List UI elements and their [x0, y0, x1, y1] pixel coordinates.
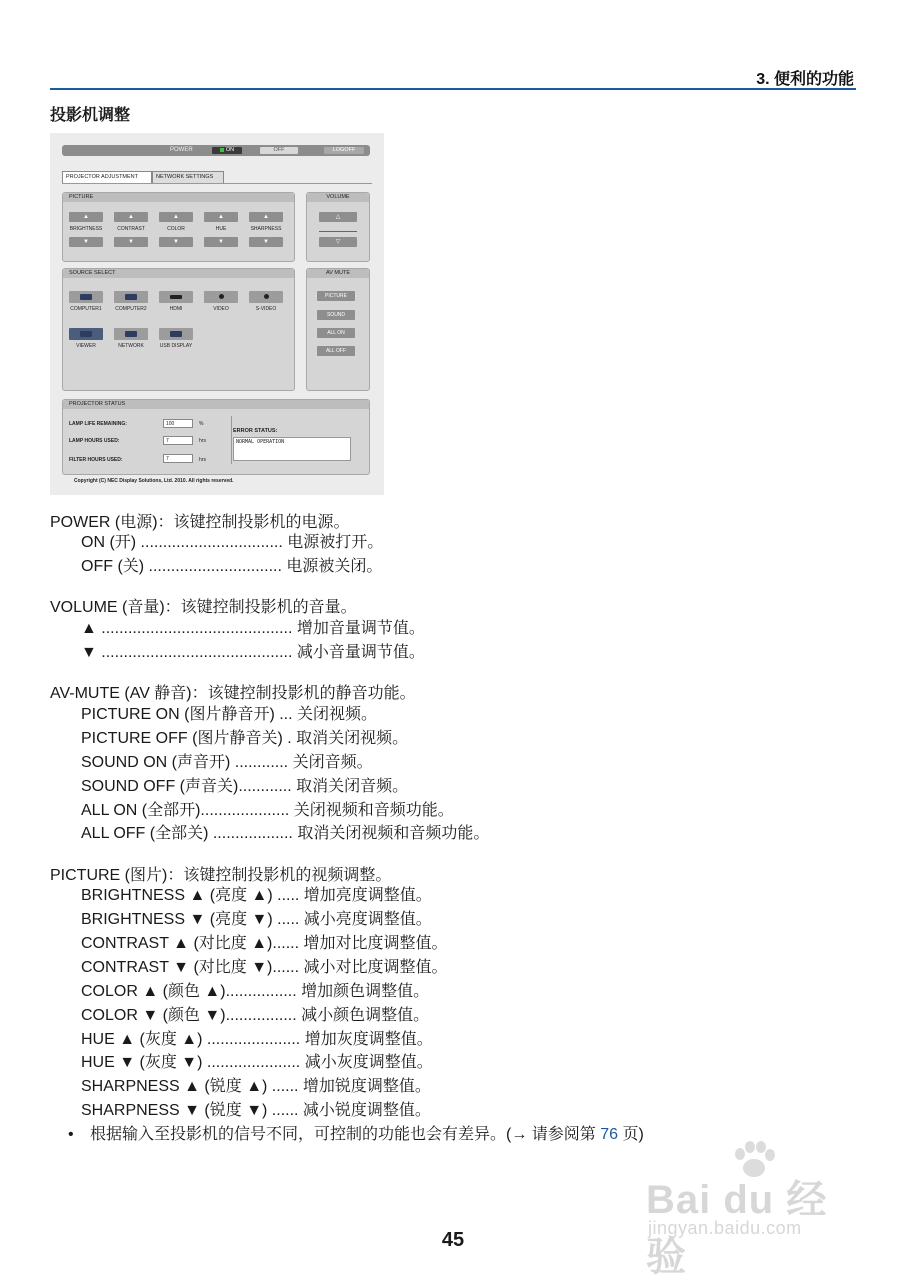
av-mute-panel [306, 268, 370, 391]
error-status-label: ERROR STATUS: [233, 428, 278, 434]
picture-line: CONTRAST ▼ (对比度 ▼)...... 减小对比度调整值。 [81, 959, 448, 976]
picture-line: SHARPNESS ▼ (锐度 ▼) ...... 减小锐度调整值。 [81, 1102, 431, 1119]
picture-line: HUE ▲ (灰度 ▲) ..................... 增加灰度调整值。 [81, 1031, 433, 1048]
volume-down-button[interactable]: ▽ [319, 237, 357, 247]
av-mute-title: AV MUTE [307, 269, 369, 278]
avmute-line: ALL ON (全部开).................... 关闭视频和音频功能。 [81, 802, 454, 819]
power-indicator-icon [220, 148, 224, 152]
power-on-button[interactable]: ON [212, 147, 242, 154]
mute-sound-button[interactable]: SOUND [317, 310, 355, 320]
power-label: POWER [170, 147, 193, 153]
video-icon [204, 291, 238, 303]
lamp-life-field: 100 [163, 419, 193, 428]
brightness-down-button[interactable]: ▼ [69, 237, 103, 247]
power-line: OFF (关) .............................. 电源被关闭。 [81, 558, 383, 575]
source-usb-display-button[interactable]: USB DISPLAY [156, 328, 196, 349]
tab-network-settings[interactable]: NETWORK SETTINGS [152, 171, 224, 183]
color-up-button[interactable]: ▲ [159, 212, 193, 222]
picture-line: HUE ▼ (灰度 ▼) ..................... 减小灰度调整值。 [81, 1054, 433, 1071]
viewer-icon [69, 328, 103, 340]
picture-panel [62, 192, 295, 262]
filter-hours-field: 7 [163, 454, 193, 463]
avmute-line: ALL OFF (全部关) .................. 取消关闭视频和音频功能。 [81, 825, 490, 842]
copyright-text: Copyright (C) NEC Display Solutions, Ltd. 2010. All rights reserved. [74, 478, 234, 484]
source-network-button[interactable]: NETWORK [111, 328, 151, 349]
logoff-button[interactable]: LOGOFF [324, 147, 364, 154]
color-label: COLOR [167, 226, 185, 232]
hue-up-button[interactable]: ▲ [204, 212, 238, 222]
tab-divider [62, 183, 372, 184]
volume-panel-title: VOLUME [307, 193, 369, 202]
note-tail: 页) [622, 1126, 644, 1143]
volume-line: ▼ ........................................... 减小音量调节值。 [81, 644, 425, 661]
computer2-icon [114, 291, 148, 303]
picture-line: SHARPNESS ▲ (锐度 ▲) ...... 增加锐度调整值。 [81, 1078, 431, 1095]
section-title: 投影机调整 [50, 107, 131, 124]
contrast-up-button[interactable]: ▲ [114, 212, 148, 222]
volume-panel [306, 192, 370, 262]
usb-display-icon [159, 328, 193, 340]
hue-label: HUE [215, 226, 227, 232]
power-heading: POWER (电源)：该键控制投影机的电源。 [50, 514, 350, 531]
picture-line: COLOR ▲ (颜色 ▲)................ 增加颜色调整值。 [81, 983, 430, 1000]
watermark-brand: Bai du 经验 [646, 1178, 828, 1279]
filter-hours-unit: hrs [199, 457, 206, 463]
volume-up-button[interactable]: △ [319, 212, 357, 222]
mute-picture-button[interactable]: PICTURE [317, 291, 355, 301]
lamp-life-label: LAMP LIFE REMAINING: [69, 421, 127, 427]
source-computer1-button[interactable]: COMPUTER1 [66, 291, 106, 312]
mute-all-on-button[interactable]: ALL ON [317, 328, 355, 338]
brightness-up-button[interactable]: ▲ [69, 212, 103, 222]
source-select-panel [62, 268, 295, 391]
avmute-line: PICTURE ON (图片静音开) ... 关闭视频。 [81, 706, 378, 723]
picture-line: BRIGHTNESS ▲ (亮度 ▲) ..... 增加亮度调整值。 [81, 887, 432, 904]
network-icon [114, 328, 148, 340]
picture-line: BRIGHTNESS ▼ (亮度 ▼) ..... 减小亮度调整值。 [81, 911, 432, 928]
power-bar [62, 145, 370, 156]
projector-status-title: PROJECTOR STATUS [63, 400, 369, 409]
lamp-hours-field: 7 [163, 436, 193, 445]
note-line [90, 1125, 644, 1145]
header-rule [50, 88, 856, 90]
sharpness-down-button[interactable]: ▼ [249, 237, 283, 247]
source-video-button[interactable]: VIDEO [201, 291, 241, 312]
avmute-heading: AV-MUTE (AV 静音)：该键控制投影机的静音功能。 [50, 685, 416, 702]
volume-level-line [319, 231, 357, 232]
s-video-icon [249, 291, 283, 303]
tab-projector-adjustment[interactable]: PROJECTOR ADJUSTMENT [62, 171, 152, 183]
status-divider [231, 416, 232, 464]
picture-line: COLOR ▼ (颜色 ▼)................ 减小颜色调整值。 [81, 1007, 430, 1024]
watermark-url: jingyan.baidu.com [648, 1218, 802, 1238]
picture-heading: PICTURE (图片)：该键控制投影机的视频调整。 [50, 867, 392, 884]
source-viewer-button[interactable]: VIEWER [66, 328, 106, 349]
volume-line: ▲ ........................................... 增加音量调节值。 [81, 620, 425, 637]
lamp-hours-unit: hrs [199, 438, 206, 444]
note-bullet: • [68, 1126, 74, 1143]
volume-heading: VOLUME (音量)：该键控制投影机的音量。 [50, 599, 357, 616]
lamp-hours-label: LAMP HOURS USED: [69, 438, 120, 444]
source-select-title: SOURCE SELECT [63, 269, 294, 278]
brightness-label: BRIGHTNESS [69, 226, 103, 232]
sharpness-up-button[interactable]: ▲ [249, 212, 283, 222]
picture-line: CONTRAST ▲ (对比度 ▲)...... 增加对比度调整值。 [81, 935, 448, 952]
sharpness-label: SHARPNESS [250, 226, 282, 232]
filter-hours-label: FILTER HOURS USED: [69, 457, 123, 463]
mute-all-off-button[interactable]: ALL OFF [317, 346, 355, 356]
contrast-label: CONTRAST [117, 226, 145, 232]
hue-down-button[interactable]: ▼ [204, 237, 238, 247]
power-off-button[interactable]: OFF [260, 147, 298, 154]
error-status-box: NORMAL OPERATION [233, 437, 351, 461]
note-text: 根据输入至投影机的信号不同，可控制的功能也会有差异。(→ 请参阅第 [90, 1126, 596, 1143]
lamp-life-unit: % [199, 421, 204, 427]
source-hdmi-button[interactable]: HDMI [156, 291, 196, 312]
projector-status-panel [62, 399, 370, 475]
picture-panel-title: PICTURE [63, 193, 294, 202]
source-computer2-button[interactable]: COMPUTER2 [111, 291, 151, 312]
color-down-button[interactable]: ▼ [159, 237, 193, 247]
page-reference-link[interactable]: 76 [600, 1126, 619, 1143]
computer1-icon [69, 291, 103, 303]
page-number: 45 [441, 1229, 465, 1251]
web-control-screenshot [50, 133, 384, 495]
avmute-line: SOUND ON (声音开) ............ 关闭音频。 [81, 754, 373, 771]
avmute-line: PICTURE OFF (图片静音关) . 取消关闭视频。 [81, 730, 409, 747]
power-line: ON (开) ................................ 电源被打开。 [81, 534, 384, 551]
hdmi-icon [159, 291, 193, 303]
chapter-header: 3. 便利的功能 [756, 71, 854, 88]
watermark [646, 1140, 866, 1279]
contrast-down-button[interactable]: ▼ [114, 237, 148, 247]
source-s-video-button[interactable]: S-VIDEO [246, 291, 286, 312]
avmute-line: SOUND OFF (声音关)............ 取消关闭音频。 [81, 778, 409, 795]
